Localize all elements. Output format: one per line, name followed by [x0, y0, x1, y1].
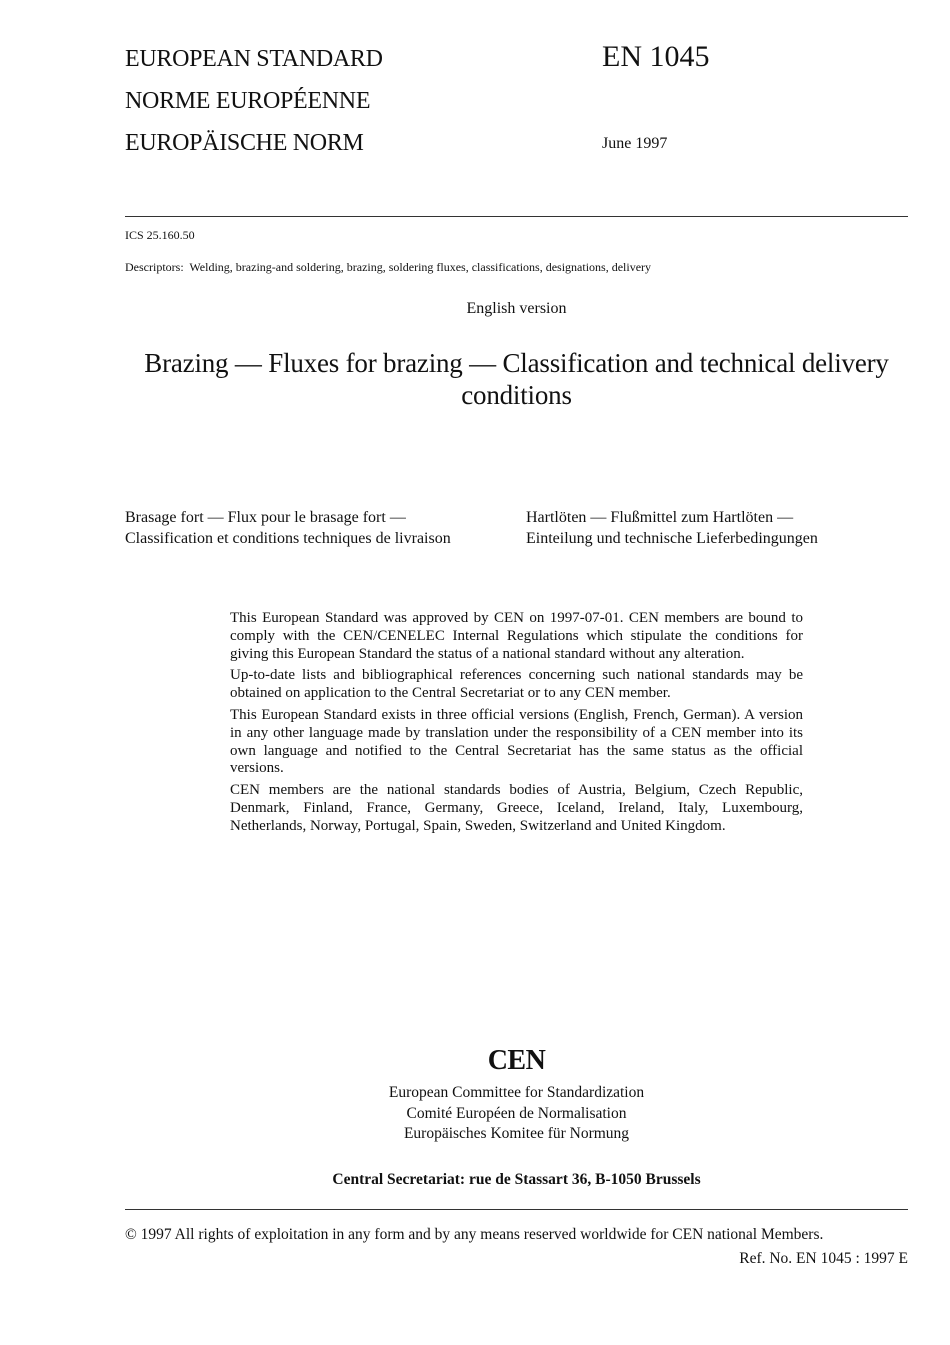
header-norme-europeenne: NORME EUROPÉENNE: [125, 88, 371, 114]
header-divider: [125, 216, 908, 217]
french-title: [125, 507, 451, 549]
members-paragraph: CEN members are the national standards bodies of Austria, Belgium, Czech Republic, Denmark, Finland, France, Germany, Greece, Iceland, Ireland, Italy, Luxembourg, Netherlands, Norway, Portugal, Spain, Sweden, Switzerland and United Kingdom.: [230, 782, 803, 834]
descriptors: Descriptors: Welding, brazing-and soldering, brazing, soldering fluxes, classifications, designations, delivery: [125, 260, 652, 274]
references-paragraph: Up-to-date lists and bibliographical references concerning such national standards may be obtained on application to the Central Secretariat or to any CEN member.: [230, 667, 803, 702]
language-version: English version: [466, 300, 567, 317]
header-european-standard: EUROPEAN STANDARD: [125, 46, 383, 72]
org-name-french: Comité Européen de Normalisation: [406, 1104, 627, 1122]
german-title-line: Hartlöten — Flußmittel zum Hartlöten —: [526, 509, 794, 526]
org-name-english: European Committee for Standardization: [388, 1084, 645, 1101]
versions-paragraph: This European Standard exists in three official versions (English, French, German). A version in any other language made by translation under the responsibility of a CEN member into its own language and notified to the Central Secretariat has the same status as the official versions.: [230, 706, 803, 777]
french-title-line: Classification et conditions techniques de livraison: [125, 530, 451, 547]
document-title: Brazing — Fluxes for brazing — Classification and technical delivery conditions: [144, 348, 889, 410]
french-title-line: Brasage fort — Flux pour le brasage fort —: [125, 509, 406, 526]
german-title: [526, 507, 818, 549]
german-title-line: Einteilung und technische Lieferbedingungen: [526, 530, 818, 547]
approval-paragraph: This European Standard was approved by CEN on 1997-07-01. CEN members are bound to comply with the CEN/CENELEC Internal Regulations which stipulate the conditions for giving this European Standard the status of a national standard without any alteration.: [230, 610, 803, 662]
standard-number: EN 1045: [602, 40, 710, 73]
approval-notice: [230, 610, 803, 840]
ics-code: ICS 25.160.50: [125, 228, 195, 242]
organization-names: [125, 1083, 908, 1145]
reference-number: Ref. No. EN 1045 : 1997 E: [739, 1250, 908, 1267]
publication-date: June 1997: [602, 135, 668, 152]
secretariat-address: Central Secretariat: rue de Stassart 36, B-1050 Brussels: [332, 1171, 701, 1188]
cen-logo: CEN: [487, 1045, 546, 1076]
header-europaische-norm: EUROPÄISCHE NORM: [125, 130, 364, 156]
footer-divider: [125, 1209, 908, 1210]
copyright-notice: © 1997 All rights of exploitation in any form and by any means reserved worldwide for CEN national Members.: [125, 1226, 824, 1243]
org-name-german: Europäisches Komitee für Normung: [403, 1125, 630, 1142]
